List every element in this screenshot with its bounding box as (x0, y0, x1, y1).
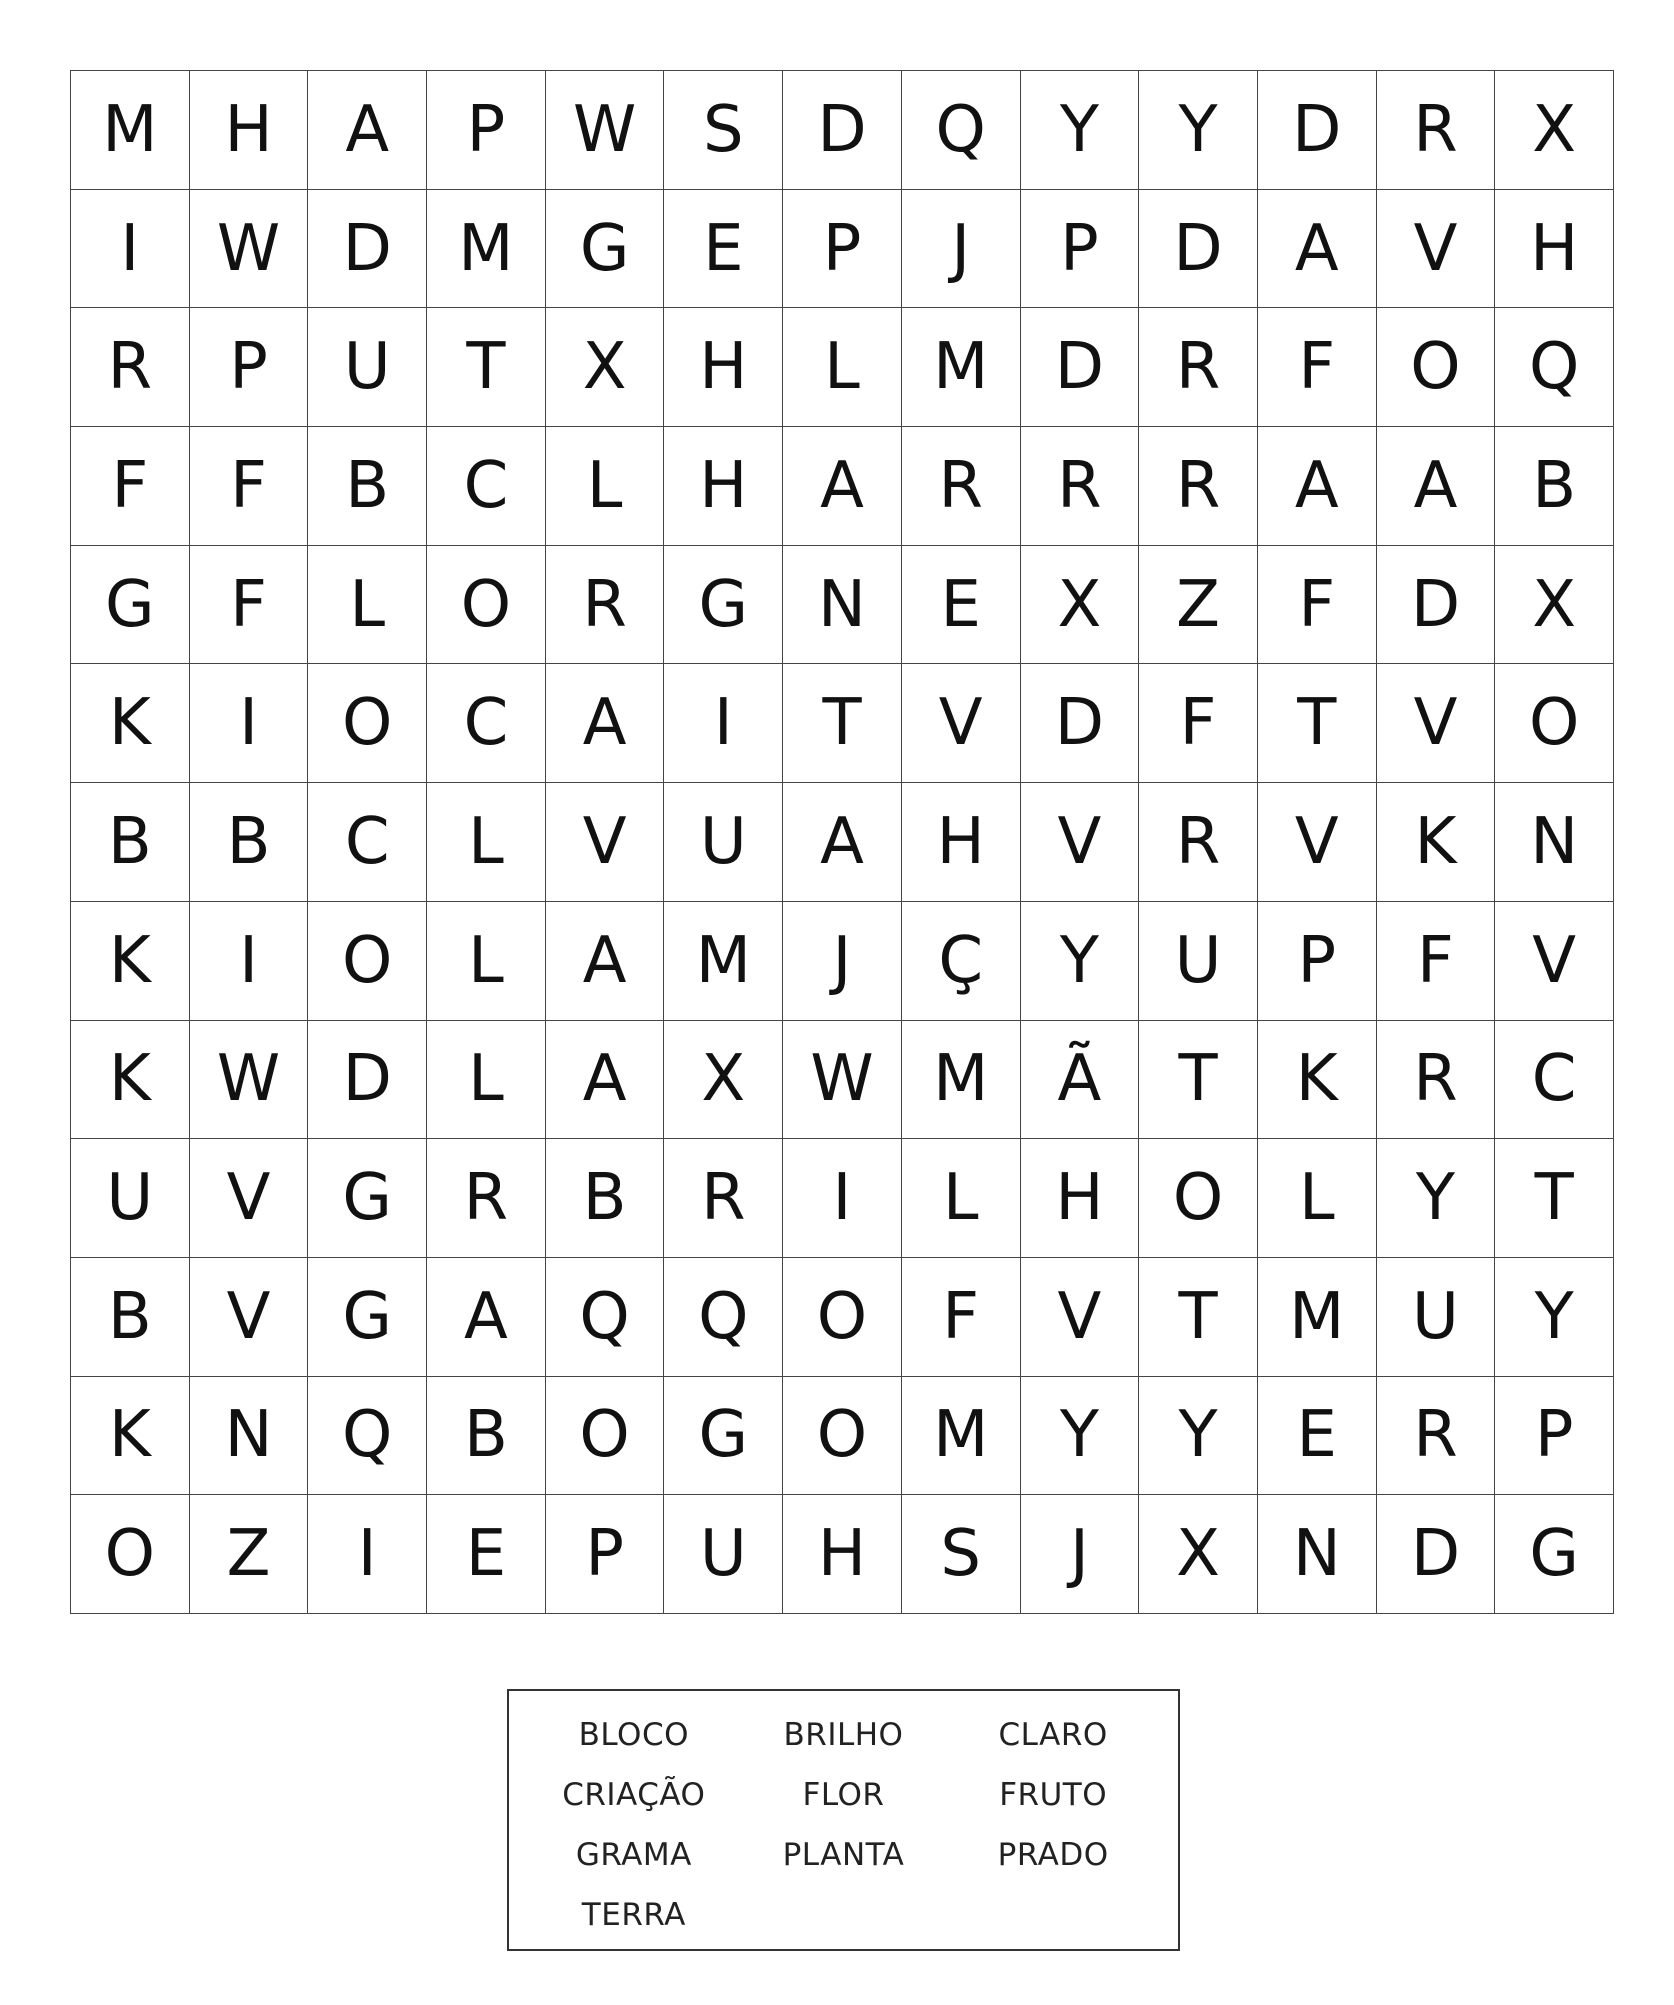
grid-cell[interactable]: A (308, 71, 427, 190)
grid-cell[interactable]: K (71, 1377, 190, 1496)
grid-cell[interactable]: W (546, 71, 665, 190)
grid-cell[interactable]: Q (546, 1258, 665, 1377)
grid-cell[interactable]: O (1139, 1139, 1258, 1258)
grid-cell[interactable]: R (1139, 308, 1258, 427)
grid-cell[interactable]: D (783, 71, 902, 190)
letter-grid (70, 70, 1614, 1614)
word-list-item: BRILHO (783, 1717, 904, 1753)
grid-cell[interactable]: D (1021, 664, 1140, 783)
grid-cell[interactable]: H (1495, 190, 1614, 309)
grid-cell[interactable]: C (427, 427, 546, 546)
grid-cell[interactable]: W (783, 1021, 902, 1140)
grid-cell[interactable]: E (1258, 1377, 1377, 1496)
grid-cell[interactable]: R (546, 546, 665, 665)
grid-cell[interactable]: V (546, 783, 665, 902)
grid-cell[interactable]: T (427, 308, 546, 427)
grid-cell[interactable]: M (1258, 1258, 1377, 1377)
grid-cell[interactable]: R (1377, 1021, 1496, 1140)
grid-cell[interactable]: F (1258, 308, 1377, 427)
grid-cell[interactable]: V (190, 1258, 309, 1377)
grid-cell[interactable]: U (664, 1495, 783, 1614)
grid-cell[interactable]: M (664, 902, 783, 1021)
grid-cell[interactable]: G (1495, 1495, 1614, 1614)
grid-cell[interactable]: O (546, 1377, 665, 1496)
grid-cell[interactable]: N (783, 546, 902, 665)
grid-cell[interactable]: J (783, 902, 902, 1021)
grid-cell[interactable]: O (308, 902, 427, 1021)
grid-cell[interactable]: A (1258, 190, 1377, 309)
grid-cell[interactable]: N (1495, 783, 1614, 902)
grid-cell[interactable]: Y (1495, 1258, 1614, 1377)
grid-cell[interactable]: D (308, 190, 427, 309)
grid-cell[interactable]: F (902, 1258, 1021, 1377)
grid-cell[interactable]: P (427, 71, 546, 190)
grid-cell[interactable]: I (664, 664, 783, 783)
grid-cell[interactable]: R (902, 427, 1021, 546)
grid-cell[interactable]: B (546, 1139, 665, 1258)
grid-cell[interactable]: X (1021, 546, 1140, 665)
grid-cell[interactable]: I (783, 1139, 902, 1258)
grid-cell[interactable]: R (1377, 1377, 1496, 1496)
grid-cell[interactable]: I (190, 902, 309, 1021)
grid-cell[interactable]: Y (1139, 71, 1258, 190)
grid-cell[interactable]: O (1377, 308, 1496, 427)
grid-cell[interactable]: F (1139, 664, 1258, 783)
grid-cell[interactable]: O (308, 664, 427, 783)
grid-cell[interactable]: E (664, 190, 783, 309)
grid-cell[interactable]: O (71, 1495, 190, 1614)
grid-cell[interactable]: T (783, 664, 902, 783)
grid-cell[interactable]: X (664, 1021, 783, 1140)
grid-cell[interactable]: D (1258, 71, 1377, 190)
grid-cell[interactable]: V (1377, 190, 1496, 309)
grid-cell[interactable]: Q (1495, 308, 1614, 427)
grid-cell[interactable]: L (427, 1021, 546, 1140)
grid-cell[interactable]: E (902, 546, 1021, 665)
grid-cell[interactable]: A (1258, 427, 1377, 546)
grid-cell[interactable]: X (546, 308, 665, 427)
grid-cell[interactable]: A (546, 902, 665, 1021)
grid-cell[interactable]: P (190, 308, 309, 427)
grid-cell[interactable]: P (1258, 902, 1377, 1021)
grid-cell[interactable]: Ã (1021, 1021, 1140, 1140)
grid-cell[interactable]: U (1139, 902, 1258, 1021)
grid-cell[interactable]: Y (1021, 71, 1140, 190)
grid-cell[interactable]: A (783, 427, 902, 546)
grid-cell[interactable]: H (664, 427, 783, 546)
grid-cell[interactable]: P (1495, 1377, 1614, 1496)
grid-cell[interactable]: S (664, 71, 783, 190)
word-list-item: PRADO (997, 1837, 1109, 1873)
grid-cell[interactable]: D (1377, 546, 1496, 665)
grid-cell[interactable]: P (1021, 190, 1140, 309)
grid-cell[interactable]: H (902, 783, 1021, 902)
grid-cell[interactable]: I (190, 664, 309, 783)
grid-cell[interactable]: U (308, 308, 427, 427)
grid-cell[interactable]: U (664, 783, 783, 902)
word-list-item: CLARO (998, 1717, 1108, 1753)
grid-cell[interactable]: S (902, 1495, 1021, 1614)
grid-cell[interactable]: V (1377, 664, 1496, 783)
grid-cell[interactable]: Y (1377, 1139, 1496, 1258)
grid-cell[interactable]: L (546, 427, 665, 546)
grid-cell[interactable]: Y (1021, 1377, 1140, 1496)
grid-cell[interactable]: A (783, 783, 902, 902)
grid-cell[interactable]: F (190, 546, 309, 665)
grid-cell[interactable]: B (1495, 427, 1614, 546)
grid-cell[interactable]: A (546, 664, 665, 783)
grid-cell[interactable]: W (190, 1021, 309, 1140)
grid-cell[interactable]: V (1021, 783, 1140, 902)
grid-cell[interactable]: C (427, 664, 546, 783)
grid-cell[interactable]: G (664, 546, 783, 665)
grid-cell[interactable]: E (427, 1495, 546, 1614)
grid-cell[interactable]: T (1495, 1139, 1614, 1258)
grid-cell[interactable]: X (1495, 71, 1614, 190)
word-list-item: TERRA (581, 1897, 686, 1933)
grid-cell[interactable]: B (308, 427, 427, 546)
grid-cell[interactable]: B (427, 1377, 546, 1496)
grid-cell[interactable]: A (427, 1258, 546, 1377)
grid-cell[interactable]: O (1495, 664, 1614, 783)
grid-cell[interactable]: K (71, 1021, 190, 1140)
grid-cell[interactable]: Ç (902, 902, 1021, 1021)
grid-cell[interactable]: B (190, 783, 309, 902)
grid-cell[interactable]: M (71, 71, 190, 190)
word-list-item: FLOR (802, 1777, 885, 1813)
grid-cell[interactable]: O (427, 546, 546, 665)
grid-cell[interactable]: V (190, 1139, 309, 1258)
grid-cell[interactable]: K (1377, 783, 1496, 902)
grid-cell[interactable]: R (427, 1139, 546, 1258)
grid-cell[interactable]: K (1258, 1021, 1377, 1140)
grid-cell[interactable]: M (427, 190, 546, 309)
grid-cell[interactable]: H (190, 71, 309, 190)
grid-cell[interactable]: H (1021, 1139, 1140, 1258)
grid-cell[interactable]: K (71, 902, 190, 1021)
grid-cell[interactable]: A (546, 1021, 665, 1140)
grid-cell[interactable]: B (71, 783, 190, 902)
grid-cell[interactable]: X (1139, 1495, 1258, 1614)
grid-cell[interactable]: V (1495, 902, 1614, 1021)
grid-cell[interactable]: Y (1021, 902, 1140, 1021)
grid-cell[interactable]: L (308, 546, 427, 665)
grid-cell[interactable]: F (1377, 902, 1496, 1021)
grid-cell[interactable]: G (308, 1258, 427, 1377)
grid-cell[interactable]: D (1377, 1495, 1496, 1614)
grid-cell[interactable]: A (1377, 427, 1496, 546)
grid-cell[interactable]: M (902, 1021, 1021, 1140)
grid-cell[interactable]: C (1495, 1021, 1614, 1140)
grid-cell[interactable]: Q (664, 1258, 783, 1377)
grid-cell[interactable]: T (1258, 664, 1377, 783)
grid-cell[interactable]: P (783, 190, 902, 309)
grid-cell[interactable]: N (1258, 1495, 1377, 1614)
grid-cell[interactable]: R (1377, 71, 1496, 190)
word-list-item: PLANTA (782, 1837, 905, 1873)
word-list (507, 1689, 1180, 1951)
word-list-item: FRUTO (999, 1777, 1108, 1813)
grid-cell[interactable]: G (664, 1377, 783, 1496)
grid-cell[interactable]: R (1139, 427, 1258, 546)
grid-cell[interactable]: R (1021, 427, 1140, 546)
grid-cell[interactable]: Z (1139, 546, 1258, 665)
grid-cell[interactable]: B (71, 1258, 190, 1377)
grid-cell[interactable]: M (902, 1377, 1021, 1496)
grid-cell[interactable]: Q (902, 71, 1021, 190)
grid-cell[interactable]: G (308, 1139, 427, 1258)
grid-cell[interactable]: M (902, 308, 1021, 427)
grid-cell[interactable]: Q (308, 1377, 427, 1496)
grid-cell[interactable]: O (783, 1258, 902, 1377)
grid-cell[interactable]: R (664, 1139, 783, 1258)
grid-cell[interactable]: L (427, 783, 546, 902)
grid-cell[interactable]: D (1139, 190, 1258, 309)
grid-cell[interactable]: H (783, 1495, 902, 1614)
grid-cell[interactable]: L (783, 308, 902, 427)
grid-cell[interactable]: C (308, 783, 427, 902)
grid-cell[interactable]: V (902, 664, 1021, 783)
grid-cell[interactable]: X (1495, 546, 1614, 665)
grid-cell[interactable]: I (308, 1495, 427, 1614)
grid-cell[interactable]: T (1139, 1258, 1258, 1377)
grid-cell[interactable]: V (1258, 783, 1377, 902)
grid-cell[interactable]: F (71, 427, 190, 546)
grid-cell[interactable]: Y (1139, 1377, 1258, 1496)
grid-cell[interactable]: P (546, 1495, 665, 1614)
grid-cell[interactable]: I (71, 190, 190, 309)
grid-cell[interactable]: O (783, 1377, 902, 1496)
grid-cell[interactable]: D (308, 1021, 427, 1140)
grid-cell[interactable]: G (71, 546, 190, 665)
grid-cell[interactable]: W (190, 190, 309, 309)
grid-cell[interactable]: V (1021, 1258, 1140, 1377)
grid-cell[interactable]: F (1258, 546, 1377, 665)
grid-cell[interactable]: N (190, 1377, 309, 1496)
grid-cell[interactable]: R (71, 308, 190, 427)
grid-cell[interactable]: L (902, 1139, 1021, 1258)
grid-cell[interactable]: T (1139, 1021, 1258, 1140)
grid-cell[interactable]: L (427, 902, 546, 1021)
grid-cell[interactable]: Z (190, 1495, 309, 1614)
grid-cell[interactable]: G (546, 190, 665, 309)
grid-cell[interactable]: F (190, 427, 309, 546)
grid-cell[interactable]: R (1139, 783, 1258, 902)
word-list-item: GRAMA (575, 1837, 692, 1873)
grid-cell[interactable]: K (71, 664, 190, 783)
grid-cell[interactable]: H (664, 308, 783, 427)
grid-cell[interactable]: J (1021, 1495, 1140, 1614)
word-list-item: BLOCO (578, 1717, 690, 1753)
word-list-item: CRIAÇÃO (562, 1777, 706, 1813)
grid-cell[interactable]: U (1377, 1258, 1496, 1377)
grid-cell[interactable]: D (1021, 308, 1140, 427)
grid-cell[interactable]: U (71, 1139, 190, 1258)
grid-cell[interactable]: L (1258, 1139, 1377, 1258)
grid-cell[interactable]: J (902, 190, 1021, 309)
